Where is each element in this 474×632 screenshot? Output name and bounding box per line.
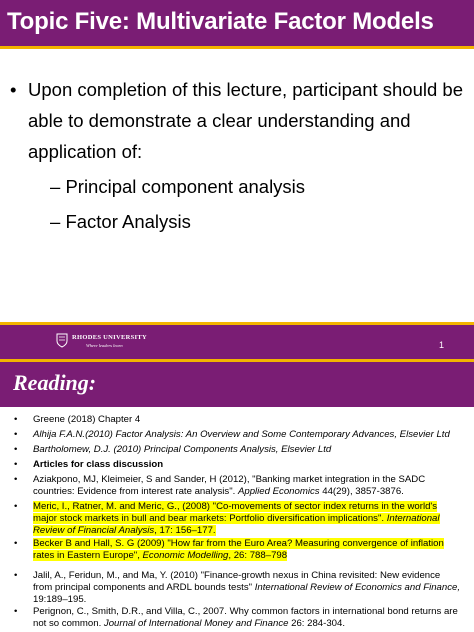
subitem-principal-component: – Principal component analysis: [50, 176, 306, 197]
logo-text: RHODES UNIVERSITY: [72, 334, 147, 341]
reference-item: • Aziakpono, MJ, Kleimeier, S and Sander, H (2012), "Banking market integration in the SADC countries: Evidence from interest rate analysis". Applied Economics 44(29), 3857-3876.: [14, 474, 426, 497]
subitem-factor-analysis: – Factor Analysis: [50, 211, 191, 232]
reference-item-highlighted: • Meric, I., Ratner, M. and Meric, G., (2008) "Co-movements of sector index returns in the world's major stock markets in bull and bear markets: Portfolio diversification implications". International Review of Financial Analysis, 17: 156–177.: [14, 501, 440, 536]
university-logo: [56, 331, 147, 353]
main-bullet-text: Upon completion of this lecture, participant should be able to demonstrate a clear understanding and application of:: [28, 79, 464, 162]
reference-item: • Greene (2018) Chapter 4: [14, 414, 141, 425]
reference-item: • Bartholomew, D.J. (2010) Principal Components Analysis, Elsevier Ltd: [14, 444, 332, 455]
logo-tagline: Where leaders learn: [86, 343, 123, 348]
shield-icon: [56, 333, 68, 348]
reference-item: • Jalil, A., Feridun, M., and Ma, Y. (2010) "Finance-growth nexus in China revisited: New evidence from principal components and ARDL bounds tests" International Review of Economics and Finance, 19:189–195.: [14, 570, 461, 605]
slide-title: Topic Five: Multivariate Factor Models: [7, 8, 434, 35]
reading-heading: Reading:: [13, 370, 97, 395]
page-number: 1: [438, 340, 444, 350]
reading-header-bar: [0, 359, 474, 407]
reference-item: • Alhija F.A.N.(2010) Factor Analysis: An Overview and Some Contemporary Advances, Elsevier Ltd: [14, 429, 450, 440]
slide-footer: [0, 322, 474, 359]
bullet-dot: •: [10, 79, 17, 100]
subitem-text: Principal component analysis: [65, 176, 306, 197]
main-bullet: [6, 74, 466, 167]
subitem-text: Factor Analysis: [65, 211, 191, 232]
reference-item: • Articles for class discussion: [14, 459, 164, 470]
title-bar: [0, 0, 474, 49]
reference-item: • Perignon, C., Smith, D.R., and Villa, C., 2007. Why common factors in international bond returns are not so common. Journal of International Money and Finance 26: 284-304.: [14, 606, 458, 629]
reference-item-highlighted: • Becker B and Hall, S. G (2009) "How far from the Euro Area? Measuring convergence of inflation rates in Eastern Europe", Economic Modelling, 26: 788–798: [14, 538, 444, 561]
